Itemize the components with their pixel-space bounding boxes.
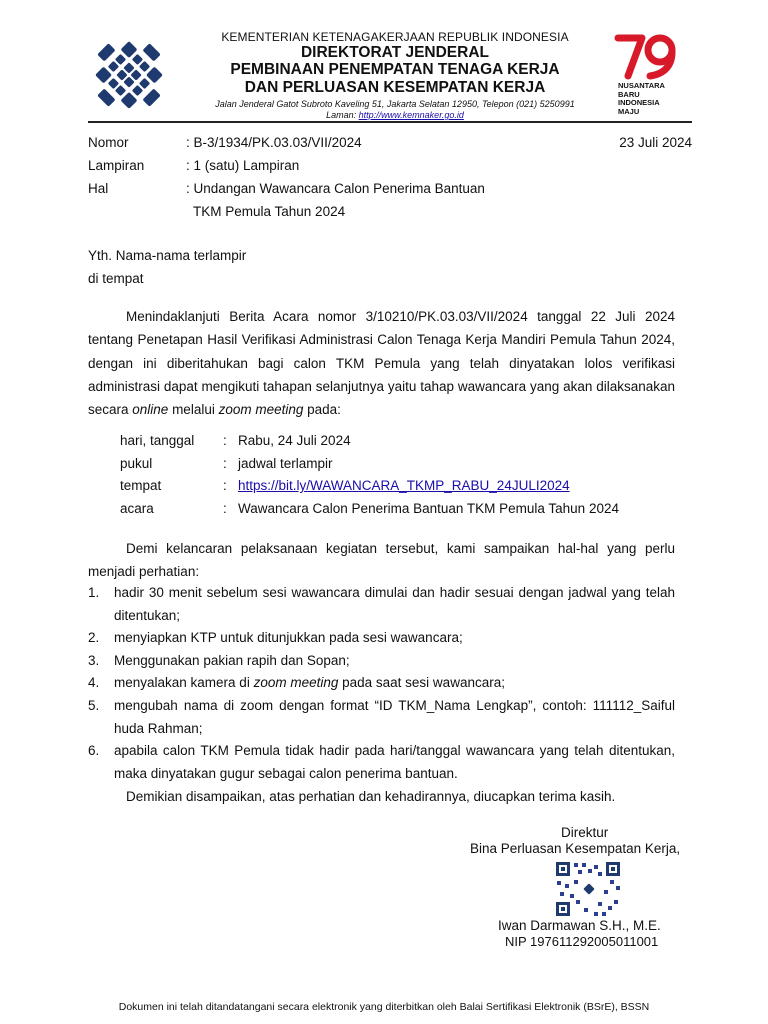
signature-block <box>470 825 710 950</box>
hal-value: : Undangan Wawancara Calon Penerima Bantuan <box>186 181 485 196</box>
list-number: 1. <box>88 585 100 600</box>
emphasis-online: online <box>132 402 169 418</box>
list-text: Menggunakan pakian rapih dan Sopan; <box>114 652 350 668</box>
tagline-line: INDONESIA <box>618 98 660 107</box>
paragraph-text: Demi kelancaran pelaksanaan kegiatan tersebut, kami sampaikan hal-hal yang perlu menjadi perhatian: <box>88 541 675 580</box>
qr-code-icon <box>554 860 622 918</box>
paragraph-text: pada: <box>303 402 341 418</box>
list-text: hadir 30 menit sebelum sesi wawancara dimulai dan hadir sesuai dengan jadwal yang telah ditentukan; <box>114 585 675 623</box>
detail-colon: : <box>223 500 227 516</box>
detail-label: hari, tanggal <box>120 433 195 448</box>
body-paragraph-1 <box>88 305 675 421</box>
signer-name: Iwan Darmawan S.H., M.E. <box>498 918 661 933</box>
list-item <box>88 740 675 785</box>
lampiran-value: : 1 (satu) Lampiran <box>186 158 300 173</box>
ministry-name: KEMENTERIAN KETENAGAKERJAAN REPUBLIK INDONESIA <box>221 30 569 44</box>
signer-nip: NIP 197611292005011001 <box>505 934 659 949</box>
signer-unit: Bina Perluasan Kesempatan Kerja, <box>470 841 681 856</box>
list-text: menyalakan kamera di <box>114 675 254 691</box>
paragraph-text: melalui <box>168 402 219 418</box>
list-text: mengubah nama di zoom dengan format “ID TKM_Nama Lengkap”, contoh: 111112_Saiful huda Rahman; <box>114 697 675 736</box>
signer-title: Direktur <box>561 825 609 840</box>
body-paragraph-2 <box>88 537 675 584</box>
interview-link[interactable]: https://bit.ly/WAWANCARA_TKMP_RABU_24JULI2024 <box>238 478 570 493</box>
hal-label: Hal <box>88 181 109 196</box>
letterhead <box>185 30 605 121</box>
emphasis-zoom-meeting: zoom meeting <box>253 675 339 691</box>
directorate-name: DIREKTORAT JENDERAL <box>300 44 490 61</box>
website-link[interactable]: http://www.kemnaker.go.id <box>358 110 464 120</box>
tagline-line: MAJU <box>618 106 640 116</box>
recipient-block <box>88 244 246 290</box>
detail-label: tempat <box>120 478 162 493</box>
list-number: 3. <box>88 652 100 668</box>
letter-meta <box>88 131 692 223</box>
office-address: Jalan Jenderal Gatot Subroto Kaveling 51, Jakarta Selatan 12950, Telepon (021) 5250991 <box>215 99 575 109</box>
list-item <box>88 695 675 740</box>
list-number: 6. <box>88 743 100 759</box>
emphasis-zoom-meeting: zoom meeting <box>218 402 304 418</box>
list-item <box>88 672 675 695</box>
detail-value: Wawancara Calon Penerima Bantuan TKM Pemula Tahun 2024 <box>238 500 619 516</box>
meta-row-hal <box>88 177 692 200</box>
unit-name-line2: DAN PERLUASAN KESEMPATAN KERJA <box>244 79 546 96</box>
list-item <box>88 627 675 650</box>
list-text: menyiapkan KTP untuk ditunjukkan pada sesi wawancara; <box>114 630 463 646</box>
letterhead-divider <box>88 121 692 123</box>
lampiran-label: Lampiran <box>88 158 145 173</box>
instruction-list <box>88 582 675 785</box>
list-number: 5. <box>88 697 100 713</box>
meta-row-hal-cont <box>88 200 692 223</box>
anniversary-tagline <box>618 82 692 116</box>
closing-sentence: Demikian disampaikan, atas perhatian dan kehadirannya, diucapkan terima kasih. <box>126 789 616 804</box>
list-item <box>88 650 675 673</box>
tagline-line: NUSANTARA <box>618 81 665 90</box>
list-number: 2. <box>88 630 100 646</box>
list-number: 4. <box>88 675 100 691</box>
kemnaker-logo-icon <box>88 34 170 116</box>
detail-value: Rabu, 24 Juli 2024 <box>238 433 351 448</box>
detail-value: jadwal terlampir <box>238 455 333 471</box>
tagline-line: BARU <box>618 89 640 99</box>
recipient-place: di tempat <box>88 271 144 286</box>
hut-ri-79-logo-icon <box>612 30 692 116</box>
list-item <box>88 582 675 627</box>
detail-label: pukul <box>120 455 153 471</box>
detail-colon: : <box>223 433 227 448</box>
electronic-signature-note: Dokumen ini telah ditandatangani secara elektronik yang diterbitkan oleh Balai Sertifikasi Elektronik (BSrE), BSSN <box>118 1001 650 1013</box>
paragraph-text: Menindaklanjuti Berita Acara nomor 3/10210/PK.03.03/VII/2024 tanggal 22 Juli 2024 tentang Penetapan Hasil Verifikasi Administrasi Calon Tenaga Kerja Mandiri Pemula Tahun 2024, dengan ini diberitahukan bagi calon TKM Pemula yang telah dinyatakan lolos verifikasi administrasi dapat mengikuti tahapan selanjutnya yaitu tahap wawancara yang akan dilaksanakan secara <box>88 309 675 418</box>
meta-row-lampiran <box>88 154 692 177</box>
list-text: apabila calon TKM Pemula tidak hadir pada hari/tanggal wawancara yang telah ditentukan, maka dinyatakan gugur sebagai calon penerima bantuan. <box>114 743 675 781</box>
detail-colon: : <box>223 478 227 493</box>
nomor-label: Nomor <box>88 135 129 150</box>
detail-colon: : <box>223 455 227 471</box>
letter-date: 23 Juli 2024 <box>619 135 692 150</box>
website-label: Laman: <box>326 110 359 120</box>
detail-label: acara <box>120 500 154 516</box>
nomor-value: : B-3/1934/PK.03.03/VII/2024 <box>186 135 362 150</box>
meta-row-nomor <box>88 131 692 154</box>
list-text: pada saat sesi wawancara; <box>338 675 505 691</box>
website-line <box>185 110 605 121</box>
recipient-line: Yth. Nama-nama terlampir <box>88 248 247 263</box>
unit-name-line1: PEMBINAAN PENEMPATAN TENAGA KERJA <box>230 61 560 78</box>
hal-value-continued: TKM Pemula Tahun 2024 <box>193 204 346 219</box>
